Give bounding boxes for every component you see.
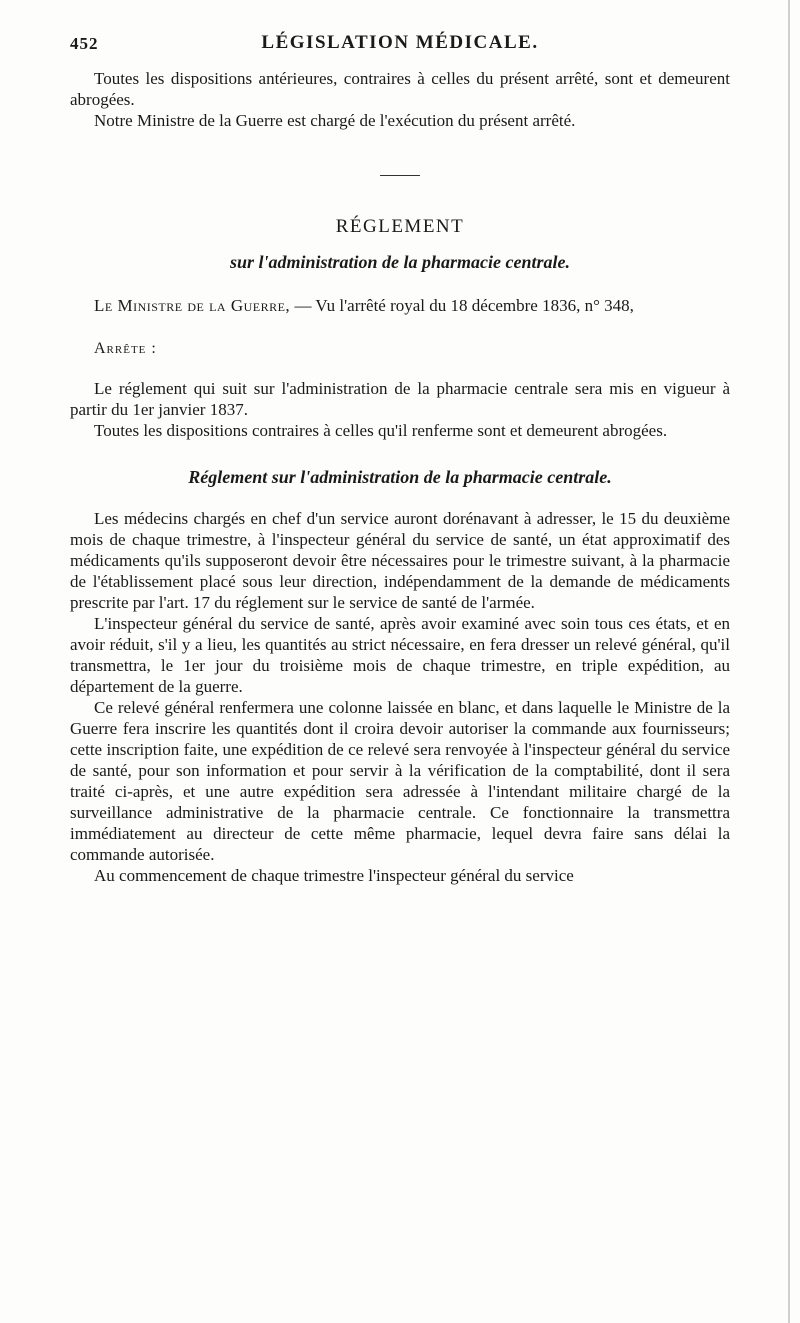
reglement-title: Réglement sur l'administration de la pharmacie centrale. (188, 467, 612, 487)
intro-block (70, 68, 730, 131)
decree-paragraph-2: Toutes les dispositions contraires à celles qu'il renferme sont et demeurent abrogées. (94, 421, 668, 440)
document-page (70, 28, 730, 886)
intro-paragraph-2: Notre Ministre de la Guerre est chargé de l'exécution du présent arrêté. (94, 111, 576, 130)
reglement-paragraph-4: Au commencement de chaque trimestre l'inspecteur général du service (94, 866, 574, 885)
reglement-paragraph-1: Les médecins chargés en chef d'un service auront dorénavant à adresser, le 15 du deuxième mois de chaque trimestre, à l'inspecteur général du service de santé, un état approximatif des médicaments qu'ils supposeront devoir être nécessaires pour le trimestre suivant, à la pharmacie de l'établissement placé sous leur direction, indépendamment de la demande de médicaments prescrite par l'art. 17 du réglement sur le service de santé de l'armée. (70, 509, 730, 612)
decree-paragraph-1: Le réglement qui suit sur l'administration de la pharmacie centrale sera mis en vigueur à partir du 1er janvier 1837. (70, 379, 730, 419)
page-edge-line (788, 0, 790, 1323)
reglement-paragraph-2: L'inspecteur général du service de santé, après avoir examiné avec soin tous ces états, et en avoir réduit, s'il y a lieu, les quantités au strict nécessaire, en fera dresser un relevé général, qu'il transmettra, le 1er jour du troisième mois de chaque trimestre, en triple expédition, au département de la guerre. (70, 614, 730, 696)
running-title: LÉGISLATION MÉDICALE. (261, 32, 539, 53)
reglement-body (70, 508, 730, 886)
arrete-label: Arrête : (94, 340, 157, 357)
section-subtitle: sur l'administration de la pharmacie centrale. (229, 252, 571, 272)
section-divider (380, 175, 420, 176)
intro-paragraph-1: Toutes les dispositions antérieures, contraires à celles du présent arrêté, sont et demeurent abrogées. (70, 69, 730, 109)
running-header (70, 28, 730, 58)
decree-block (70, 378, 730, 441)
reglement-paragraph-3: Ce relevé général renfermera une colonne laissée en blanc, et dans laquelle le Ministre de la Guerre fera inscrire les quantités dont il croira devoir autoriser la commande aux fournisseurs; cette inscription faite, une expédition de ce relevé sera renvoyée à l'inspecteur général du service de santé, pour son information et pour servir à la vérification de la comptabilité, dont il sera traité ci-après, et une autre expédition sera adressée à l'intendant militaire chargé de la surveillance administrative de la pharmacie centrale. Ce fonctionnaire la transmettra immédiatement au directeur de cette même pharmacie, lequel devra faire sans délai la commande autorisée. (70, 698, 730, 864)
preamble-text: — Vu l'arrêté royal du 18 décembre 1836, n° 348, (290, 296, 634, 315)
page-number: 452 (70, 34, 99, 53)
section-title: RÉGLEMENT (335, 216, 465, 237)
preamble-minister: Le Ministre de la Guerre, (94, 296, 291, 315)
preamble-paragraph (70, 295, 730, 316)
